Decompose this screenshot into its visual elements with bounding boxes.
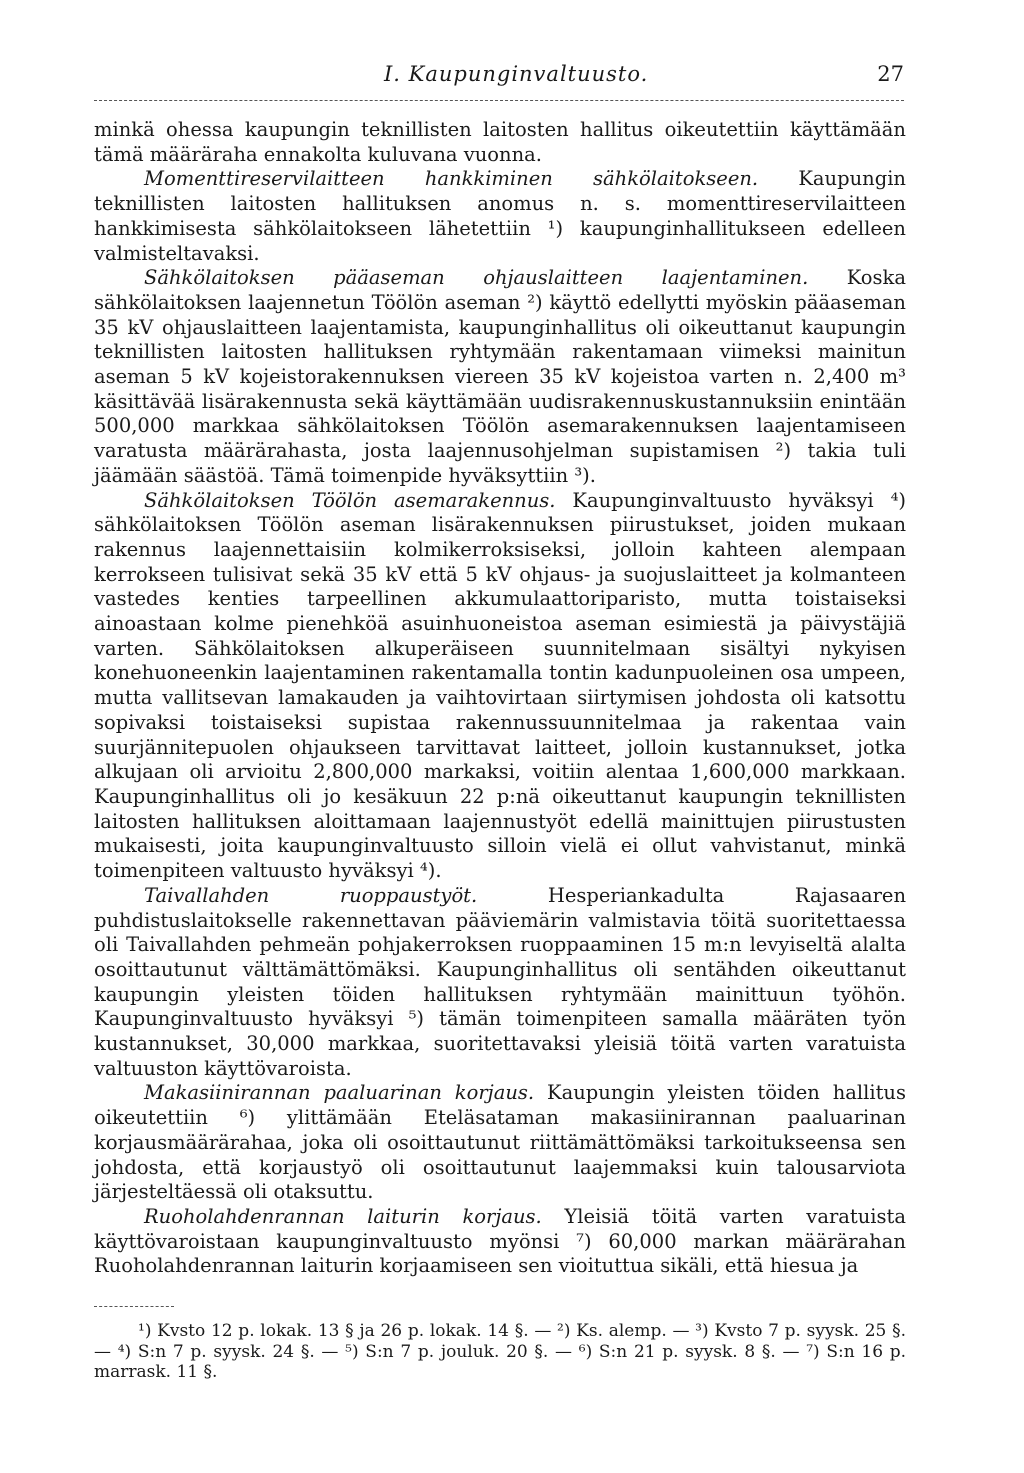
paragraph-text: Hesperiankadulta Rajasaaren puhdistuslaitokselle rakennettavan pääviemärin valmistavia töitä suoritettaessa oli Taivallahden pehmeän pohjakerroksen ruoppaaminen 15 m:n levyiseltä alalta osoittautunut välttämättömäksi. Kaupunginhallitus oli sentähden oikeuttanut kaupungin yleisten töiden hallituksen ryhtymään mainittuun työhön. Kaupunginvaltuusto hyväksyi ⁵) tämän toimenpiteen samalla määräten työn kustannukset, 30,000 markkaa, suoritettavaksi yleisiä töitä varten varatuista valtuuston käyttövaroista.: [94, 883, 906, 1080]
page-number: 27: [877, 62, 904, 86]
paragraph-text: Kaupungin yleisten töiden hallitus oikeutettiin ⁶) ylittämään Eteläsataman makasiinirannan paaluarinan korjausmäärärahaa, joka oli osoittautunut riittämättömäksi tarkoitukseensa sen johdosta, että korjaustyö oli osoittautunut laajemmaksi kuin talousarviota järjesteltäessä oli otaksuttu.: [94, 1081, 906, 1204]
paragraph-4: [94, 489, 906, 884]
paragraph-2: [94, 167, 906, 266]
paragraph-text: minkä ohessa kaupungin teknillisten laitosten hallitus oikeutettiin käyttämään tämä määräraha ennakolta kuluvana vuonna.: [94, 118, 906, 166]
running-title: I. Kaupunginvaltuusto.: [384, 62, 649, 86]
section-heading: Momenttireservilaitteen hankkiminen sähkölaitokseen.: [144, 167, 759, 191]
paragraph-text: Yleisiä töitä varten varatuista käyttövaroistaan kaupunginvaltuusto myönsi ⁷) 60,000 markan määrärahan Ruoholahdenrannan laiturin korjaamiseen sen vioituttua sikäli, että hiesua ja: [94, 1204, 906, 1278]
paragraph-6: [94, 1081, 906, 1205]
paragraph-text: Koska sähkölaitoksen laajennetun Töölön aseman ²) käyttö edellytti myöskin pääaseman 35 kV ohjauslaitteen laajentamista, kaupunginhallitus oli oikeuttanut kaupungin teknillisten laitosten hallituksen ryhtymään rakentamaan viimeksi mainitun aseman 5 kV kojeistorakennuksen viereen 35 kV kojeistoa varten n. 2,400 m³ käsittävää lisärakennusta sekä käyttämään uudisrakennuskustannuksiin enintään 500,000 markkaa sähkölaitoksen Töölön asemarakennuksen laajentamiseen varatusta määrärahasta, josta laajennusohjelman supistamisen ²) takia tuli jäämään säästöä. Tämä toimenpide hyväksyttiin ³).: [94, 266, 906, 487]
section-heading: Sähkölaitoksen pääaseman ohjauslaitteen laajentaminen.: [144, 266, 809, 290]
section-heading: Sähkölaitoksen Töölön asemarakennus.: [144, 488, 556, 512]
body-text: [94, 118, 906, 1279]
footnote-text: ¹) Kvsto 12 p. lokak. 13 § ja 26 p. lokak. 14 §. — ²) Ks. alemp. — ³) Kvsto 7 p. syysk. 25 §. — ⁴) S:n 7 p. syysk. 24 §. — ⁵) S:n 7 p. jouluk. 20 §. — ⁶) S:n 21 p. syysk. 8 §. — ⁷) S:n 16 p. marrask. 11 §.: [94, 1321, 906, 1382]
paragraph-3: [94, 266, 906, 488]
footnotes: [94, 1321, 906, 1383]
paragraph-1: [94, 118, 906, 167]
paragraph-7: [94, 1205, 906, 1279]
section-heading: Taivallahden ruoppaustyöt.: [144, 883, 478, 907]
footnote-divider: [94, 1306, 174, 1307]
paragraph-text: Kaupungin teknillisten laitosten hallituksen anomus n. s. momenttireservilaitteen hankkimisesta sähkölaitokseen lähetettiin ¹) kaupunginhallitukseen edelleen valmisteltavaksi.: [94, 167, 906, 265]
paragraph-5: [94, 884, 906, 1082]
page-header: [94, 62, 904, 101]
paragraph-text: Kaupunginvaltuusto hyväksyi ⁴) sähkölaitoksen Töölön aseman lisärakennuksen piirustukset, joiden mukaan rakennus laajennettaisiin kolmikerroksiseksi, jolloin kahteen alempaan kerrokseen tulisivat sekä 35 kV että 5 kV ohjaus- ja suojuslaitteet ja kolmanteen vastedes kenties tarpeellinen akkumulaattoriparisto, mutta toistaiseksi ainoastaan kolme pienehköä asuinhuoneistoa aseman esimiestä ja päivystäjiä varten. Sähkölaitoksen alkuperäiseen suunnitelmaan sisältyi nykyisen konehuoneenkin laajentaminen rakentamalla tontin kadunpuoleinen osa umpeen, mutta vallitsevan lamakauden ja vaihtovirtaan siirtymisen johdosta oli katsottu sopivaksi toistaiseksi supistaa rakennussuunnitelmaa ja rakentaa vain suurjännitepuolen ohjaukseen tarvittavat laitteet, jolloin kustannukset, jotka alkujaan oli arvioitu 2,800,000 markaksi, voitiin alentaa 1,600,000 markkaan. Kaupunginhallitus oli jo kesäkuun 22 p:nä oikeuttanut kaupungin teknillisten laitosten hallituksen aloittamaan laajennustyöt edellä mainittujen piirustusten mukaisesti, joita kaupunginvaltuusto silloin vielä ei ollut vahvistanut, minkä toimenpiteen valtuusto hyväksyi ⁴).: [94, 488, 906, 883]
section-heading: Ruoholahdenrannan laiturin korjaus.: [144, 1204, 542, 1228]
section-heading: Makasiinirannan paaluarinan korjaus.: [144, 1081, 535, 1105]
